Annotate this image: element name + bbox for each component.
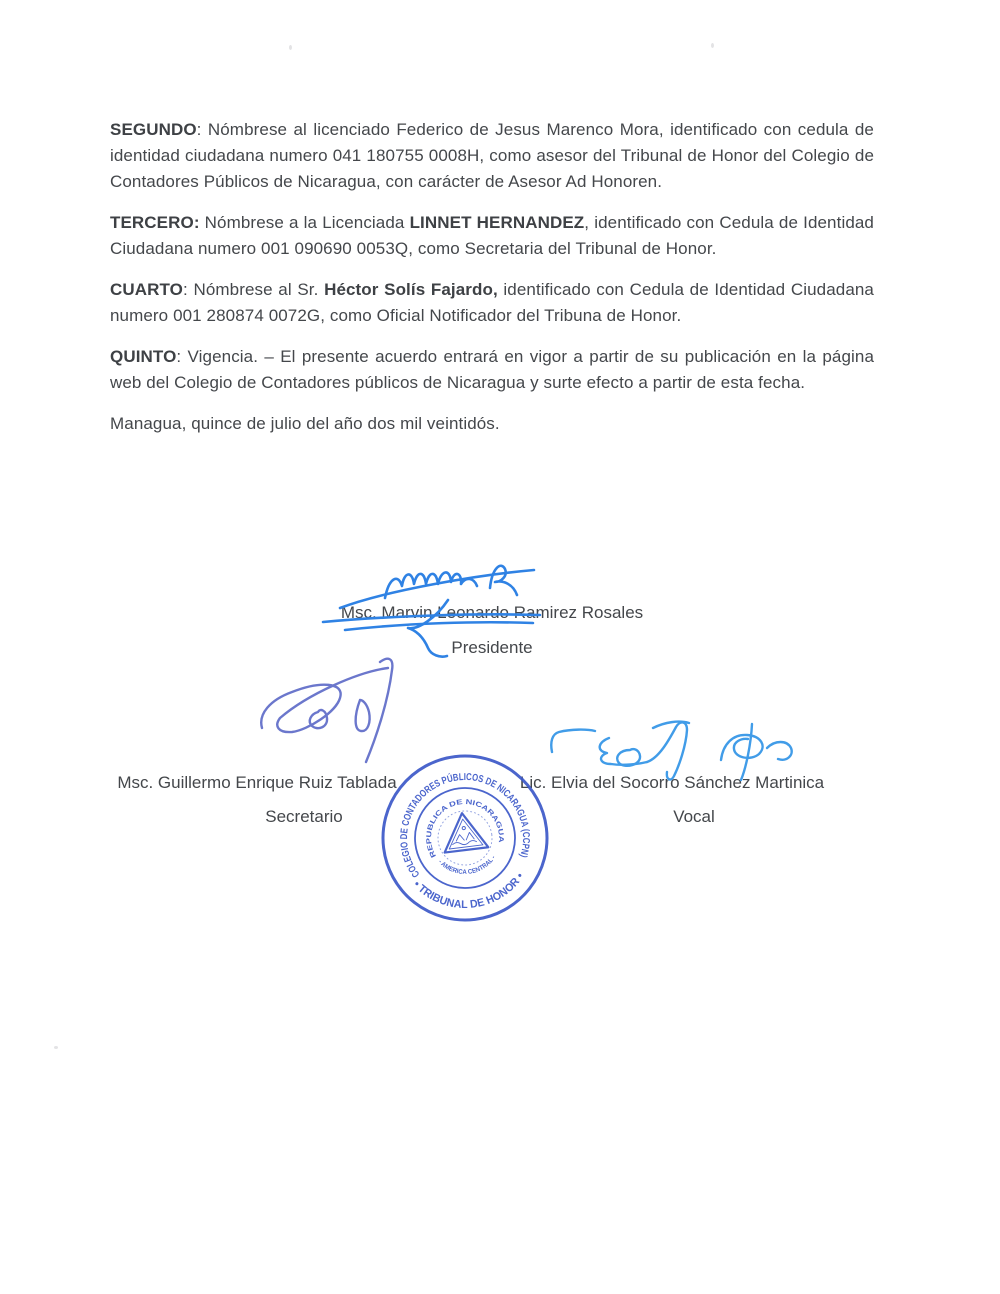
- seal-ring-top-text: COLEGIO DE CONTADORES PÚBLICOS DE NICARAGUA (CCPN): [398, 771, 532, 880]
- document-paragraph: SEGUNDO: Nómbrese al licenciado Federico de Jesus Marenco Mora, identificado con cedula de identidad ciudadana numero 041 180755 0008H, como asesor del Tribunal de Honor del Colegio de Contadores Públicos de Nicaragua, con carácter de Asesor Ad Honoren.: [110, 120, 874, 191]
- vocal-role: Vocal: [673, 807, 715, 826]
- scan-speck: [54, 1046, 58, 1049]
- body-text: [110, 117, 874, 452]
- svg-text:- AMERICA CENTRAL -: [436, 852, 498, 880]
- vocal-signature-ink: [543, 714, 798, 794]
- svg-text:COLEGIO DE CONTADORES PÚBLICOS: [391, 763, 535, 881]
- secretary-signature-ink: [248, 650, 403, 772]
- scan-speck: [289, 45, 292, 50]
- document-paragraph: QUINTO: Vigencia. – El presente acuerdo entrará en vigor a partir de su publicación en la página web del Colegio de Contadores públicos de Nicaragua y surte efecto a partir de esta fecha.: [110, 347, 874, 392]
- notary-seal: [370, 743, 559, 932]
- vocal-name: Lic. Elvia del Socorro Sánchez Martinica: [519, 773, 825, 792]
- document-paragraph: CUARTO: Nómbrese al Sr. Héctor Solís Fajardo, identificado con Cedula de Identidad Ciudadana numero 001 280874 0072G, como Oficial Notificador del Tribuna de Honor.: [110, 280, 874, 325]
- seal-inner-bottom-text: - AMERICA CENTRAL -: [436, 854, 498, 876]
- scan-speck: [711, 43, 714, 48]
- president-name: Msc. Marvin Leonardo Ramirez Rosales: [340, 603, 644, 622]
- seal-ring-bottom-text: • TRIBUNAL DE HONOR •: [410, 870, 527, 912]
- seal-inner-top-text: REPUBLICA DE NICARAGUA: [425, 798, 505, 859]
- secretary-role: Secretario: [265, 807, 343, 826]
- document-paragraph: Managua, quince de julio del año dos mil veintidós.: [110, 414, 500, 433]
- document-paragraph: TERCERO: Nómbrese a la Licenciada LINNET HERNANDEZ, identificado con Cedula de Identidad Ciudadana numero 001 090690 0053Q, como Secretaria del Tribunal de Honor.: [110, 213, 874, 258]
- seal-triangle-emblem: [440, 811, 488, 853]
- secretary-name: Msc. Guillermo Enrique Ruiz Tablada: [117, 773, 397, 792]
- president-role: Presidente: [451, 638, 533, 657]
